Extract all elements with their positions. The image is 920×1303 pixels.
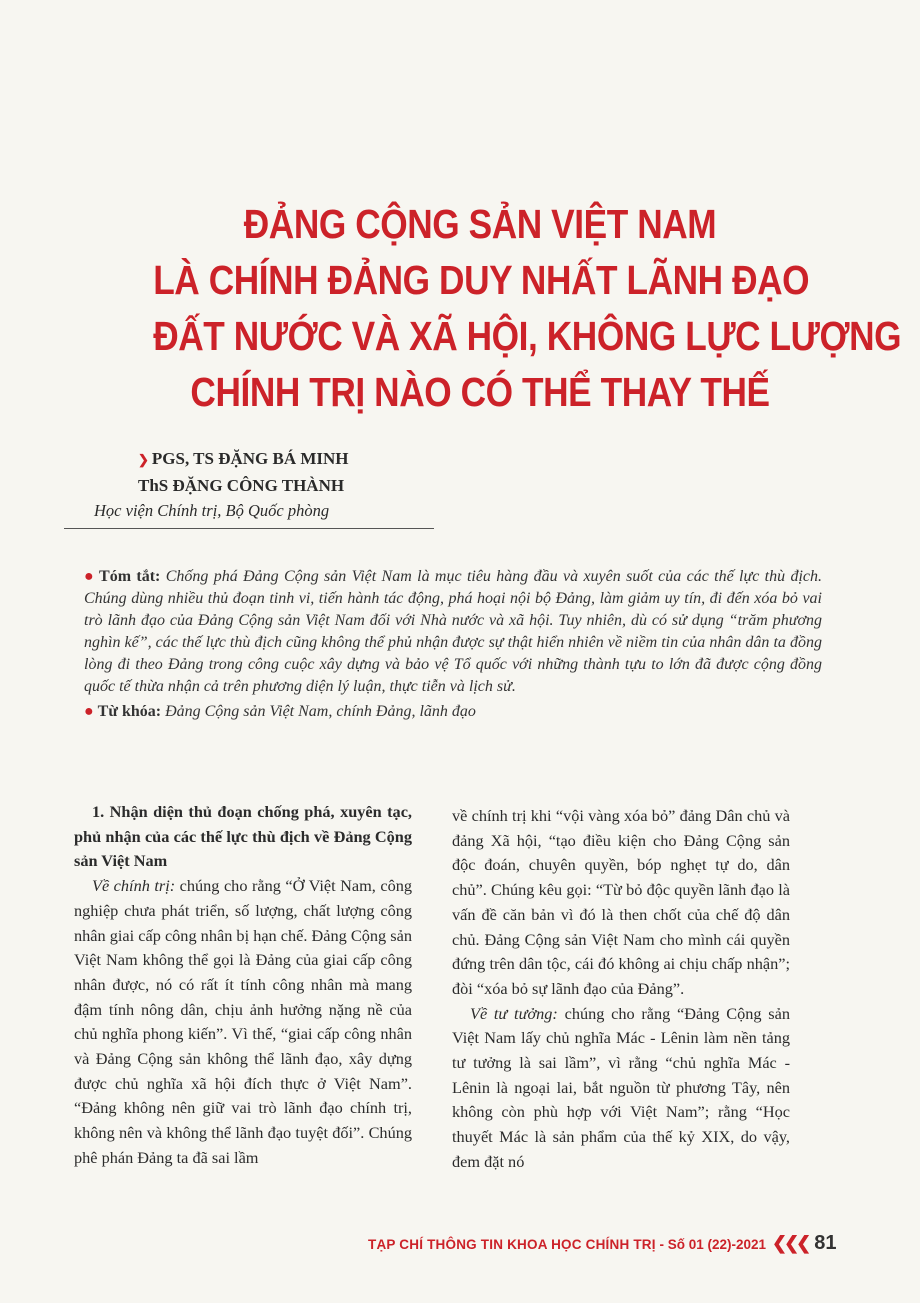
section-heading: 1. Nhận diện thủ đoạn chống phá, xuyên tạc, phủ nhận của các thế lực thù địch về Đảng Cộng sản Việt Nam <box>74 802 412 871</box>
author-name: ThS ĐẶNG CÔNG THÀNH <box>138 476 345 495</box>
paragraph-text: chúng cho rằng “Ở Việt Nam, công nghiệp chưa phát triển, số lượng, chất lượng công nhân giai cấp công nhân bị hạn chế. Đảng Cộng sản Việt Nam không thể gọi là Đảng của giai cấp công nhân được, nó có rất ít tính công nhân mà mang đậm tính nông dân, chịu ảnh hưởng nặng nề của chủ nghĩa phong kiến”. Vì thế, “giai cấp công nhân và Đảng Cộng sản không thể lãnh đạo, xây dựng được chủ nghĩa xã hội đích thực ở Việt Nam”. “Đảng không nên giữ vai trò lãnh đạo chính trị, không nên và không thể lãnh đạo tuyệt đối”. Chúng phê phán Đảng ta đã sai lầm <box>74 876 412 1167</box>
author-name <box>94 446 434 473</box>
body-paragraph <box>74 874 412 1170</box>
body-paragraph <box>452 1002 790 1175</box>
issue-label: - Số 01 (22)-2021 <box>655 1237 767 1252</box>
author-name-text: PGS, TS ĐẶNG BÁ MINH <box>151 449 349 468</box>
title-line: LÀ CHÍNH ĐẢNG DUY NHẤT LÃNH ĐẠO <box>153 257 810 303</box>
author-divider <box>64 528 434 529</box>
author-block <box>94 446 434 523</box>
abstract-paragraph <box>84 566 822 698</box>
run-in-label: Về chính trị: <box>92 876 176 896</box>
keywords-text: Đảng Cộng sản Việt Nam, chính Đảng, lãnh đạo <box>165 703 476 720</box>
article-title <box>153 196 902 420</box>
title-line: CHÍNH TRỊ NÀO CÓ THỂ THAY THẾ <box>190 369 770 415</box>
chevrons-icon: ❮❮❮ <box>772 1233 809 1253</box>
keywords-label: Từ khóa: <box>97 703 162 720</box>
author-affiliation: Học viện Chính trị, Bộ Quốc phòng <box>94 501 330 520</box>
abstract-text: Chống phá Đảng Cộng sản Việt Nam là mục tiêu hàng đầu và xuyên suốt của các thế lực thù địch. Chúng dùng nhiều thủ đoạn tinh vi, tiến hành tác động, phá hoại nội bộ Đảng, làm giảm uy tín, đi đến xóa bỏ vai trò lãnh đạo của Đảng Cộng sản Việt Nam đối với Nhà nước và xã hội. Tuy nhiên, dù có sử dụng “trăm phương nghìn kế”, các thế lực thù địch cũng không thể phủ nhận được sự thật hiển nhiên về niềm tin của nhân dân ta đồng lòng đi theo Đảng trong công cuộc xây dựng và bảo vệ Tổ quốc với những thành tựu to lớn đã được cộng đồng quốc tế thừa nhận cả trên phương diện lý luận, thực tiễn và lịch sử. <box>84 568 823 695</box>
author-marker-icon: ❯ <box>138 452 149 467</box>
body-paragraph: về chính trị khi “vội vàng xóa bỏ” đảng Dân chủ và đảng Xã hội, “tạo điều kiện cho Đảng Cộng sản độc đoán, chuyên quyền, bóp nghẹt tự do, dân chủ”. Chúng kêu gọi: “Từ bỏ độc quyền lãnh đạo là vấn đề căn bản vì đó là then chốt của chế độ dân chủ. Đảng Cộng sản Việt Nam cho mình cái quyền đứng trên dân tộc, cái đó không ai chịu chấp nhận”; đòi “xóa bỏ sự lãnh đạo của Đảng”. <box>452 806 790 998</box>
left-column <box>74 800 412 1171</box>
page-footer <box>368 1232 837 1258</box>
title-line: ĐẢNG CỘNG SẢN VIỆT NAM <box>243 201 717 247</box>
bullet-icon: ● <box>84 568 96 585</box>
run-in-label: Về tư tưởng: <box>470 1003 558 1023</box>
right-column <box>452 804 790 1175</box>
abstract-label: Tóm tắt: <box>99 568 161 585</box>
journal-name: TẠP CHÍ THÔNG TIN KHOA HỌC CHÍNH TRỊ <box>368 1237 656 1252</box>
abstract-block <box>84 566 822 723</box>
title-line: ĐẤT NƯỚC VÀ XÃ HỘI, KHÔNG LỰC LƯỢNG <box>153 313 902 359</box>
bullet-icon: ● <box>84 703 94 720</box>
keywords-paragraph <box>84 701 822 723</box>
paragraph-text: chúng cho rằng “Đảng Cộng sản Việt Nam lấy chủ nghĩa Mác - Lênin làm nền tảng tư tưởng là sai lầm”, vì rằng “chủ nghĩa Mác - Lênin là ngoại lai, bắt nguồn từ phương Tây, nên không còn phù hợp với Việt Nam”; rằng “Học thuyết Mác là sản phẩm của thế kỷ XIX, do vậy, đem đặt nó <box>452 1003 791 1171</box>
page-number: 81 <box>814 1232 837 1254</box>
